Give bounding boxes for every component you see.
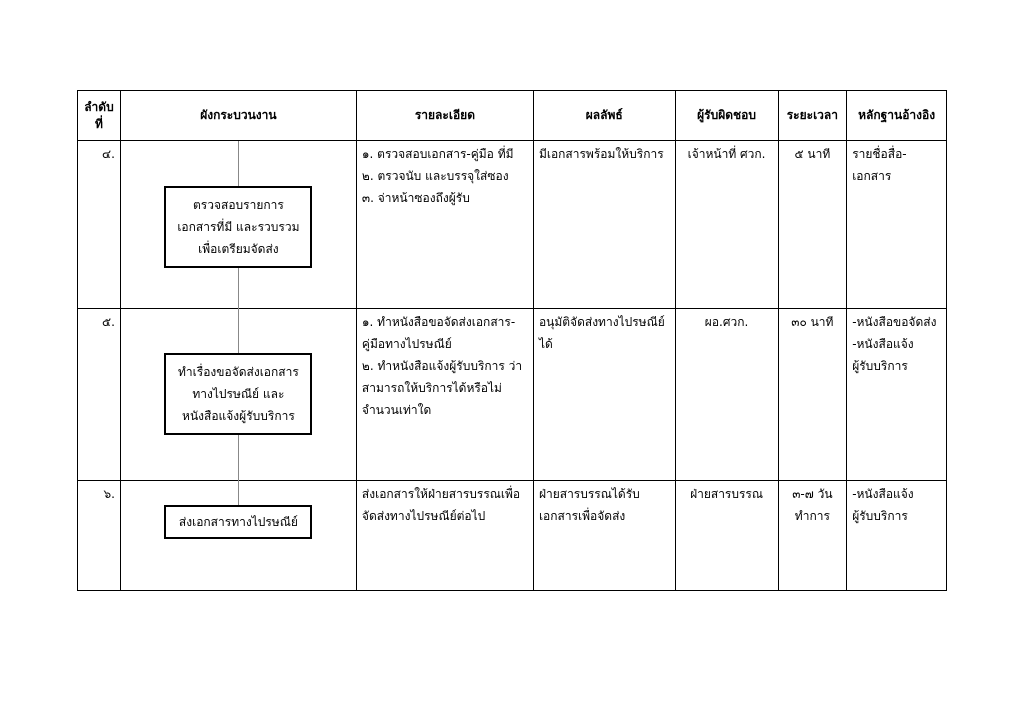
table-row: [78, 309, 947, 481]
header-flow: ผังกระบวนงาน: [120, 91, 356, 141]
header-time: ระยะเวลา: [778, 91, 847, 141]
reference-cell: [847, 309, 947, 481]
time-cell: ๓๐ นาที: [778, 309, 847, 481]
flow-box-line: ตรวจสอบรายการ: [192, 198, 284, 212]
header-result: ผลลัพธ์: [533, 91, 675, 141]
flow-box: [164, 505, 312, 539]
flow-connector: [238, 481, 239, 505]
header-responsible: ผู้รับผิดชอบ: [675, 91, 778, 141]
time-cell: ๓-๗ วันทำการ: [778, 481, 847, 591]
flow-box-line: ทำเรื่องขอจัดส่งเอกสาร: [178, 365, 299, 379]
flow-box-line: ทางไปรษณีย์ และ: [192, 387, 285, 401]
detail-line: สามารถให้บริการได้หรือไม่: [361, 381, 502, 395]
detail-line: ๑. ทำหนังสือขอจัดส่งเอกสาร-: [361, 315, 516, 329]
reference-line: รายชื่อสื่อ-เอกสาร: [852, 147, 907, 183]
step-number: ๔.: [78, 141, 121, 309]
flow-box-line: ส่งเอกสารทางไปรษณีย์: [178, 515, 298, 529]
reference-line: -หนังสือขอจัดส่ง: [852, 315, 937, 329]
flow-cell: [120, 481, 356, 591]
reference-cell: [847, 141, 947, 309]
flow-box-line: หนังสือแจ้งผู้รับบริการ: [182, 409, 295, 423]
detail-cell: [356, 309, 533, 481]
header-detail: รายละเอียด: [356, 91, 533, 141]
detail-line: จำนวนเท่าใด: [361, 403, 432, 417]
flow-box-line: เอกสารที่มี และรวบรวม: [177, 220, 300, 234]
time-cell: ๕ นาที: [778, 141, 847, 309]
responsible-cell: ฝ่ายสารบรรณ: [675, 481, 778, 591]
flow-cell: [120, 309, 356, 481]
reference-line: ผู้รับบริการ: [852, 509, 908, 523]
flow-box: [164, 186, 312, 268]
step-number: ๕.: [78, 309, 121, 481]
responsible-cell: เจ้าหน้าที่ ศวก.: [675, 141, 778, 309]
header-row: [78, 91, 947, 141]
flow-cell: [120, 141, 356, 309]
process-table: [77, 90, 947, 591]
detail-line: คู่มือทางไปรษณีย์: [361, 337, 452, 351]
reference-cell: [847, 481, 947, 591]
detail-cell: [356, 141, 533, 309]
detail-line: ๓. จ่าหน้าซองถึงผู้รับ: [361, 191, 470, 205]
reference-line: -หนังสือแจ้ง: [852, 337, 914, 351]
result-cell: อนุมัติจัดส่งทางไปรษณีย์ได้: [533, 309, 675, 481]
header-reference: หลักฐานอ้างอิง: [847, 91, 947, 141]
step-number: ๖.: [78, 481, 121, 591]
reference-line: -หนังสือแจ้ง: [852, 487, 914, 501]
result-cell: ฝ่ายสารบรรณได้รับเอกสารเพื่อจัดส่ง: [533, 481, 675, 591]
flow-box: [164, 353, 312, 435]
header-num: ลำดับที่: [78, 91, 121, 141]
detail-line: ๑. ตรวจสอบเอกสาร-คู่มือ ที่มี: [361, 147, 514, 161]
flow-box-line: เพื่อเตรียมจัดส่ง: [198, 242, 279, 256]
detail-line: ส่งเอกสารให้ฝ่ายสารบรรณเพื่อ: [361, 487, 521, 501]
table-row: [78, 141, 947, 309]
result-cell: มีเอกสารพร้อมให้บริการ: [533, 141, 675, 309]
detail-line: ๒. ทำหนังสือแจ้งผู้รับบริการ ว่า: [361, 359, 523, 373]
detail-cell: [356, 481, 533, 591]
responsible-cell: ผอ.ศวก.: [675, 309, 778, 481]
reference-line: ผู้รับบริการ: [852, 359, 908, 373]
table-row: [78, 481, 947, 591]
detail-line: ๒. ตรวจนับ และบรรจุใส่ซอง: [361, 169, 509, 183]
detail-line: จัดส่งทางไปรษณีย์ต่อไป: [361, 509, 486, 523]
